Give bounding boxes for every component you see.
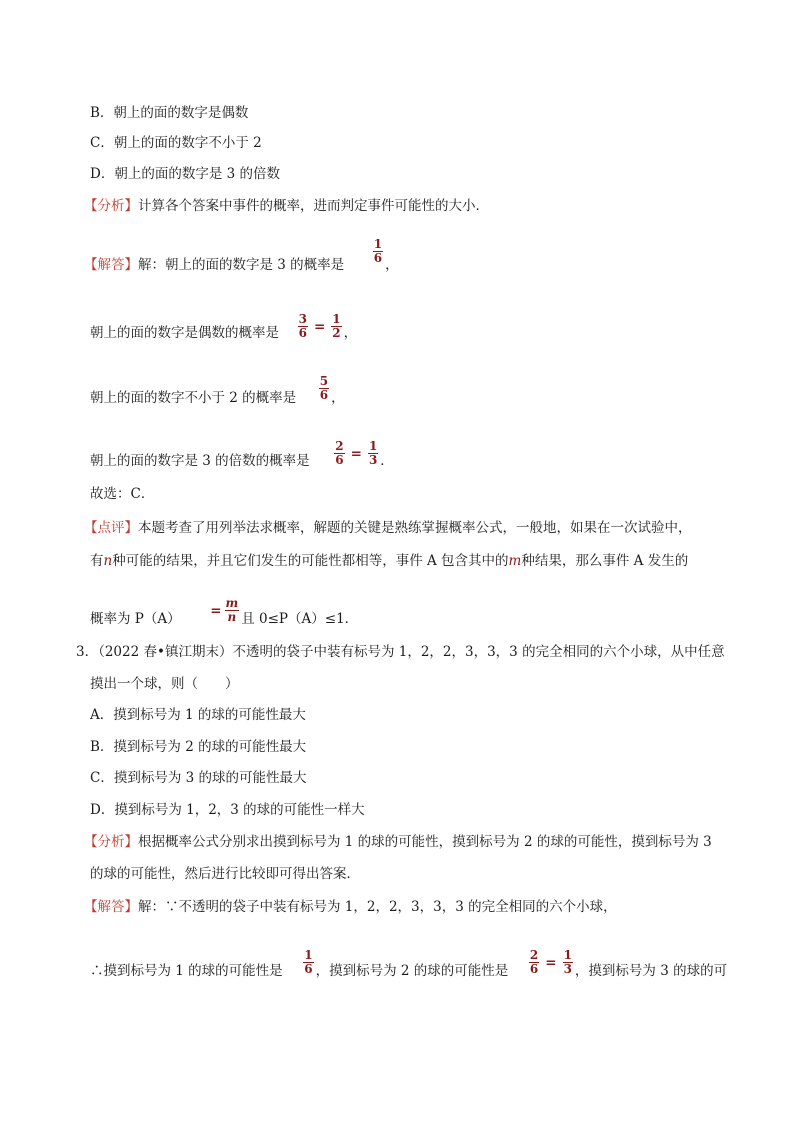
equation-two-sixths: $\frac{2}{6}$ = $\frac{1}{3}$	[529, 948, 572, 976]
q2-comment-line-2: 有n种可能的结果，并且它们发生的可能性都相等，事件 A 包含其中的m种结果，那么事件 A 发生的	[90, 553, 689, 569]
q3-analysis-line-1: 【分析】根据概率公式分别求出摸到标号为 1 的球的可能性，摸到标号为 2 的球的可能性，摸到标号为 3	[84, 834, 712, 850]
q2-option-c: C．朝上的面的数字不小于 2	[90, 135, 262, 151]
q2-answer-line-4: 朝上的面的数字是 3 的倍数的概率是 $\frac{2}{6}$ = $\frac{1}{3}$ ．	[90, 439, 394, 469]
answer-text: 解：朝上的面的数字是 3 的概率是	[138, 257, 345, 273]
q2-comment-line-3: 概率为 P（A） = $\frac{m}{n}$ 且 0≤P（A）≤1．	[90, 596, 359, 627]
q3-option-a: A．摸到标号为 1 的球的可能性最大	[90, 707, 306, 723]
q3-option-b: B．摸到标号为 2 的球的可能性最大	[90, 739, 307, 755]
comment-tag: 【点评】	[84, 520, 138, 536]
q2-comment-line-1: 【点评】本题考查了用列举法求概率，解题的关键是熟练掌握概率公式，一般地，如果在一次试验中，	[84, 520, 692, 536]
answer-tag: 【解答】	[84, 257, 138, 273]
q2-answer-line-2: 朝上的面的数字是偶数的概率是 $\frac{3}{6}$ = $\frac{1}{2}$ ，	[90, 312, 358, 341]
q3-stem-line-2: 摸出一个球，则（ ）	[90, 676, 239, 692]
q2-answer-line-3: 朝上的面的数字不小于 2 的概率是 $\frac{5}{6}$ ，	[90, 374, 345, 406]
q2-analysis	[84, 196, 489, 216]
analysis-text: 计算各个答案中事件的概率，进而判定事件可能性的大小．	[138, 198, 489, 214]
q2-choice: 故选：C．	[90, 486, 155, 502]
q3-option-c: C．摸到标号为 3 的球的可能性最大	[90, 770, 307, 786]
q2-answer-line-1: 【解答】解：朝上的面的数字是 3 的概率是 $\frac{1}{6}$ ，	[84, 237, 399, 273]
variable-n: n	[103, 553, 113, 569]
equation-m-over-n: = $\frac{m}{n}$	[210, 596, 239, 624]
q2-option-b: B．朝上的面的数字是偶数	[90, 105, 249, 121]
q2-option-d: D．朝上的面的数字是 3 的倍数	[90, 166, 280, 182]
fraction-five-sixths: $\frac{5}{6}$	[319, 374, 329, 402]
q3-answer-line-2: ∴摸到标号为 1 的球的可能性是 $\frac{1}{6}$ ，摸到标号为 2 的球的可能性是 $\frac{2}{6}$ = $\frac{1}{3}$ ，摸到标号为 3 的球的可	[90, 948, 728, 979]
equation-two-sixths: $\frac{2}{6}$ = $\frac{1}{3}$	[335, 439, 378, 467]
answer-tag: 【解答】	[84, 899, 138, 915]
q3-option-d: D．摸到标号为 1，2，3 的球的可能性一样大	[90, 802, 365, 818]
equation-three-sixths: $\frac{3}{6}$ = $\frac{1}{2}$	[298, 312, 341, 340]
analysis-tag: 【分析】	[84, 198, 138, 214]
variable-m: m	[508, 553, 522, 569]
q3-analysis-line-2: 的球的可能性，然后进行比较即可得出答案．	[90, 866, 360, 882]
fraction-one-sixth: $\frac{1}{6}$	[304, 948, 313, 976]
fraction-one-sixth: $\frac{1}{6}$	[373, 237, 383, 265]
q3-answer-line-1: 【解答】解：∵不透明的袋子中装有标号为 1，2，2，3，3，3 的完全相同的六个小球，	[84, 899, 617, 915]
q3-stem-line-1: 3．（2022 春•镇江期末）不透明的袋子中装有标号为 1，2，2，3，3，3 的完全相同的六个小球，从中任意	[76, 644, 725, 660]
analysis-tag: 【分析】	[84, 834, 138, 850]
